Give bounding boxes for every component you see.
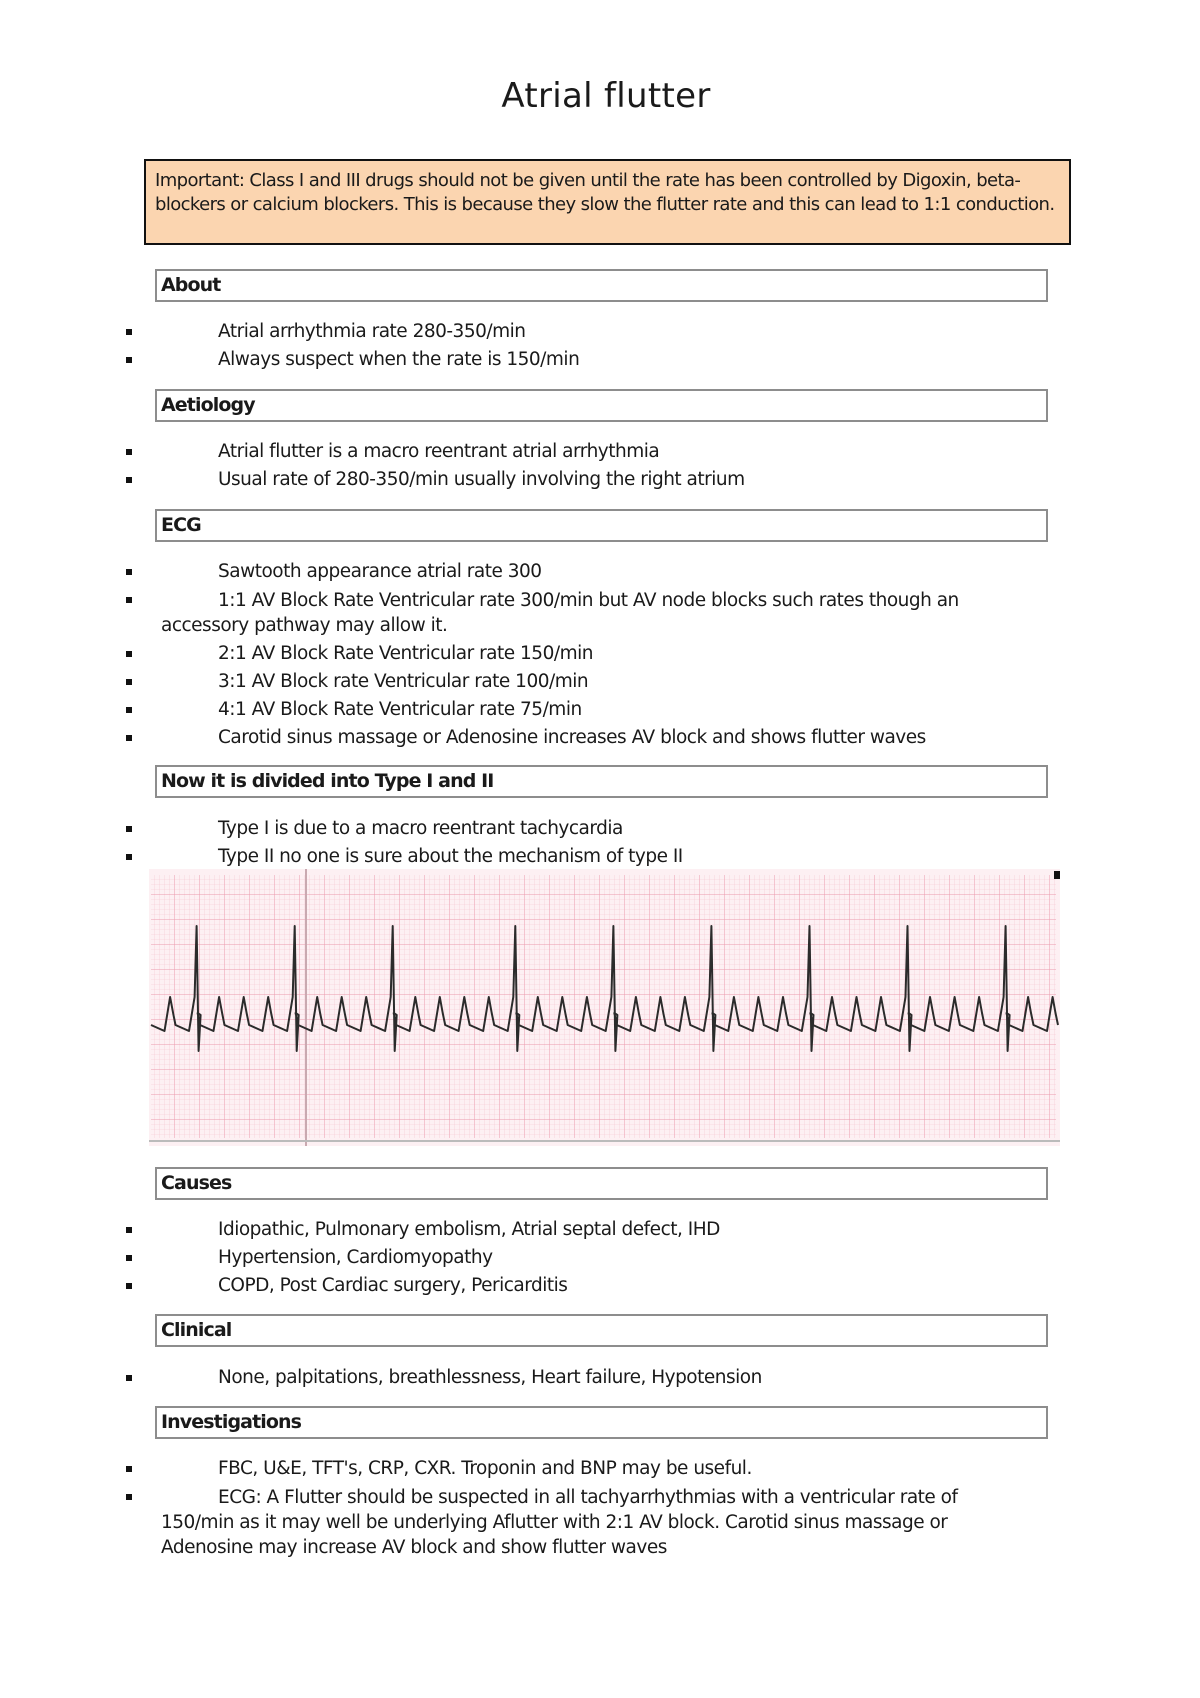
list-item: FBC, U&E, TFT's, CRP, CXR. Troponin and BNP may be useful. <box>0 1455 1078 1483</box>
causes-list <box>0 1216 1200 1300</box>
list-item: Type I is due to a macro reentrant tachycardia <box>0 815 1078 843</box>
list-item: None, palpitations, breathlessness, Heart failure, Hypotension <box>0 1364 1078 1392</box>
list-item: COPD, Post Cardiac surgery, Pericarditis <box>0 1272 1078 1300</box>
list-item: Atrial flutter is a macro reentrant atrial arrhythmia <box>0 438 1078 466</box>
list-item: ECG: A Flutter should be suspected in all tachyarrhythmias with a ventricular rate of 150/min as it may well be underlying Aflutter with 2:1 AV block. Carotid sinus massage or Adenosine may increase AV block and show flutter waves <box>0 1485 1021 1560</box>
list-item: Always suspect when the rate is 150/min <box>0 346 1078 374</box>
list-item: Idiopathic, Pulmonary embolism, Atrial septal defect, IHD <box>0 1216 1078 1244</box>
aetiology-list <box>0 438 1200 494</box>
about-list <box>0 318 1200 374</box>
list-item: Hypertension, Cardiomyopathy <box>0 1244 1078 1272</box>
section-heading-causes: Causes <box>155 1167 1048 1200</box>
list-item: 2:1 AV Block Rate Ventricular rate 150/min <box>0 640 1078 668</box>
ecg-corner-mark <box>1054 871 1060 879</box>
ecg-grid <box>151 875 1056 1138</box>
section-heading-clinical: Clinical <box>155 1314 1048 1347</box>
section-heading-about: About <box>155 269 1048 302</box>
list-item: 1:1 AV Block Rate Ventricular rate 300/min but AV node blocks such rates though an accessory pathway may allow it. <box>0 588 1021 638</box>
section-heading-investigations: Investigations <box>155 1406 1048 1439</box>
list-item: Sawtooth appearance atrial rate 300 <box>0 558 1078 586</box>
list-item: Usual rate of 280-350/min usually involving the right atrium <box>0 466 1078 494</box>
ecg-list <box>0 558 1200 752</box>
clinical-list <box>0 1364 1200 1392</box>
important-warning-box: Important: Class I and III drugs should not be given until the rate has been controlled by Digoxin, beta-blockers or calcium blockers. This is because they slow the flutter rate and this can lead to 1:1 conduction. <box>144 159 1071 245</box>
list-item: Type II no one is sure about the mechanism of type II <box>0 843 1078 871</box>
types-list <box>0 815 1200 871</box>
investigations-list <box>0 1455 1200 1562</box>
ecg-strip-image <box>149 869 1060 1146</box>
list-item: Carotid sinus massage or Adenosine increases AV block and shows flutter waves <box>0 724 1078 752</box>
section-heading-types: Now it is divided into Type I and II <box>155 765 1048 798</box>
list-item: Atrial arrhythmia rate 280-350/min <box>0 318 1078 346</box>
page-title: Atrial flutter <box>501 76 711 116</box>
list-item: 3:1 AV Block rate Ventricular rate 100/min <box>0 668 1078 696</box>
section-heading-ecg: ECG <box>155 509 1048 542</box>
section-heading-aetiology: Aetiology <box>155 389 1048 422</box>
list-item: 4:1 AV Block Rate Ventricular rate 75/min <box>0 696 1078 724</box>
